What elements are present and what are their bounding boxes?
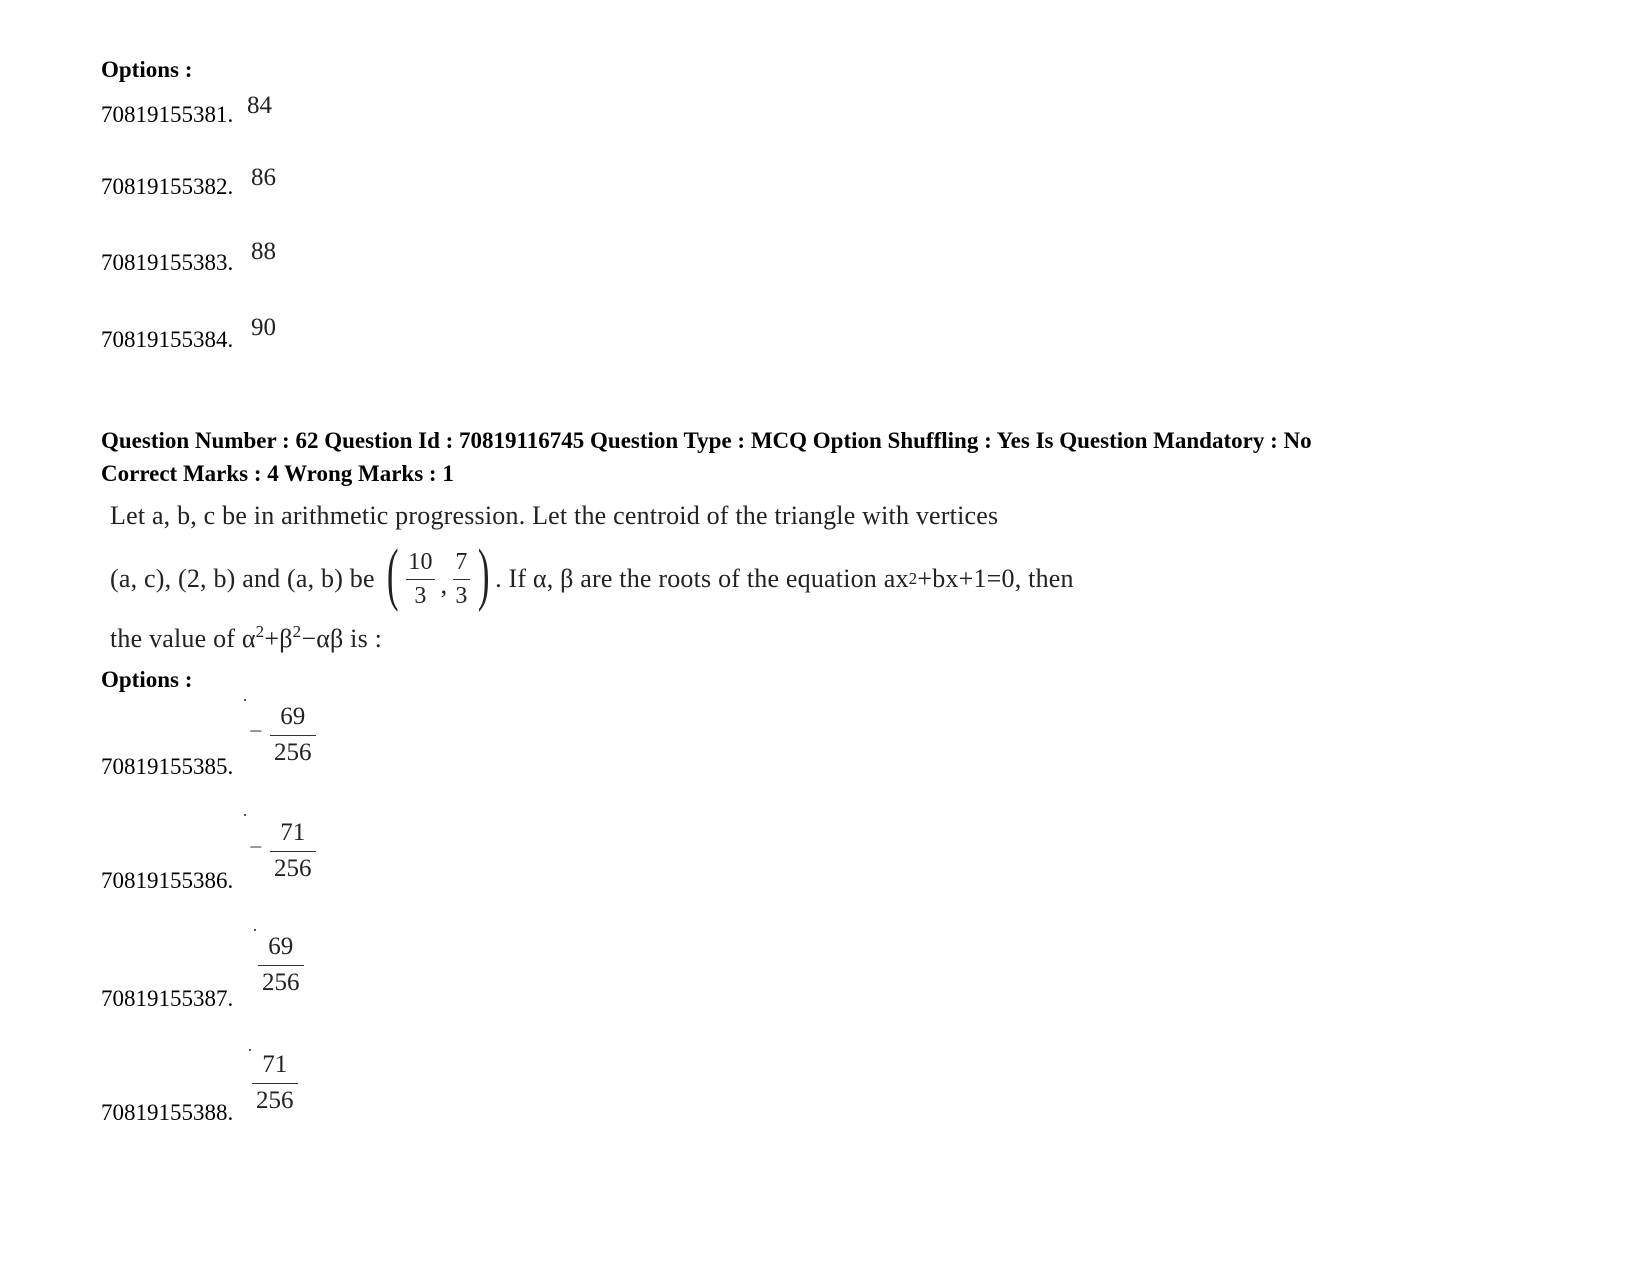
option-id: 70819155383. [101,250,234,275]
option-id: 70819155384. [101,327,234,352]
fraction-denominator: 256 [262,968,300,996]
minus-sign: − [249,719,263,745]
fraction-x [406,549,434,609]
option-value: 90 [251,314,276,341]
fraction-bar [258,965,304,966]
stem-text: +bx+1=0, then [917,564,1074,593]
question-header: Question Number : 62 Question Id : 70819116745 Question Type : MCQ Option Shuffling : Yes Is Question Mandatory : No [101,428,1312,453]
option-id: 70819155386. [101,868,234,893]
option-value: 84 [247,92,272,119]
artifact-dot [244,699,246,701]
question-stem-line3 [110,622,382,654]
fraction-bar [453,579,469,580]
fraction-numerator: 71 [280,819,306,846]
fraction-numerator: 7 [455,549,468,576]
fraction-y [453,549,469,609]
artifact-dot [244,814,246,816]
option-fraction [270,819,316,884]
right-paren: ) [477,536,490,613]
option-value: 86 [251,164,276,191]
stem-text: +β [264,624,293,653]
fraction-bar [406,579,434,580]
fraction-denominator: 256 [274,854,312,882]
fraction-bar [270,851,316,852]
stem-text: . If α, β are the roots of the equation ax [495,564,909,593]
superscript: 2 [292,622,302,641]
option-id: 70819155385. [101,754,234,779]
option-fraction [270,703,316,768]
superscript: 2 [255,622,265,641]
stem-text: (a, c), (2, b) and (a, b) be [110,564,375,593]
fraction-bar [270,735,316,736]
artifact-dot [254,929,256,931]
centroid-point [381,536,495,614]
option-id: 70819155381. [101,102,234,127]
option-fraction [258,933,304,998]
marks-line: Correct Marks : 4 Wrong Marks : 1 [101,461,454,486]
artifact-dot [249,1049,251,1051]
fraction-numerator: 69 [280,703,306,730]
option-id: 70819155387. [101,986,234,1011]
options-label-prev: Options : [101,57,193,82]
minus-sign: − [249,835,263,861]
fraction-numerator: 69 [268,933,294,960]
option-fraction [252,1051,298,1116]
option-value: 88 [251,238,276,265]
question-stem-line1: Let a, b, c be in arithmetic progression. Let the centroid of the triangle with vertices [110,501,999,530]
stem-text: −αβ is : [301,624,383,653]
fraction-numerator: 71 [262,1051,288,1078]
fraction-denominator: 3 [414,582,427,609]
stem-text: the value of α [110,624,256,653]
options-label: Options : [101,667,193,692]
fraction-denominator: 3 [455,582,468,609]
fraction-denominator: 256 [256,1086,294,1114]
left-paren: ( [386,536,399,613]
question-stem-line2 [110,536,1074,614]
comma: , [440,570,448,599]
fraction-numerator: 10 [408,549,433,576]
fraction-bar [252,1083,298,1084]
option-id: 70819155382. [101,174,234,199]
superscript: 2 [908,569,918,588]
option-id: 70819155388. [101,1100,234,1125]
fraction-denominator: 256 [274,738,312,766]
